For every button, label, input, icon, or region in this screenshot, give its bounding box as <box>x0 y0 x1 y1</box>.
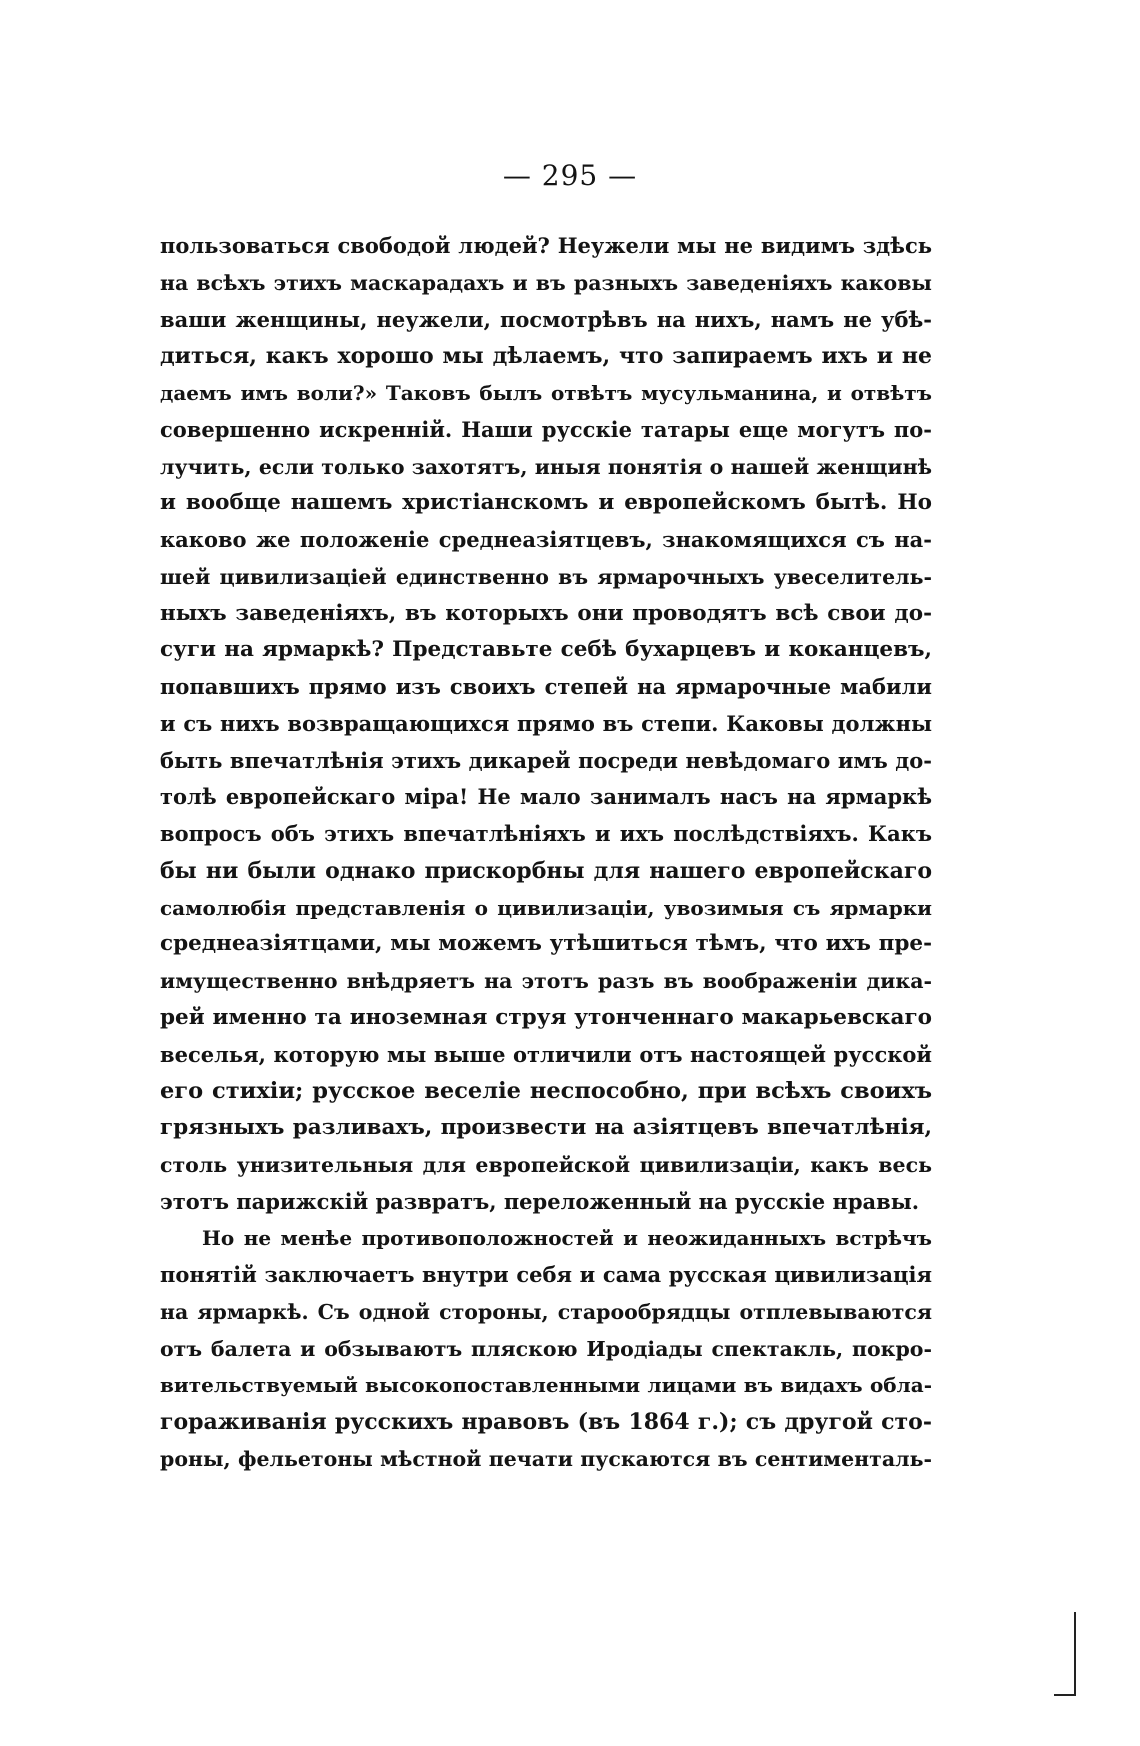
text-line: вопросъ объ этихъ впечатлѣніяхъ и ихъ послѣдствіяхъ. Какъ <box>160 821 932 846</box>
page-number: — 295 — <box>502 159 638 192</box>
text-line: даемъ имъ воли?» Таковъ былъ отвѣтъ мусульманина, и отвѣтъ <box>160 381 932 405</box>
text-line: понятій заключаетъ внутри себя и сама русская цивилизація <box>160 1262 932 1287</box>
text-line: на всѣхъ этихъ маскарадахъ и въ разныхъ заведеніяхъ каковы <box>160 270 932 295</box>
text-line: и съ нихъ возвращающихся прямо въ степи. Каковы должны <box>160 710 932 736</box>
text-line: на ярмаркѣ. Съ одной стороны, старообрядцы отплевываются <box>160 1299 932 1324</box>
text-line: бы ни были однако прискорбны для нашего европейскаго <box>160 857 932 884</box>
scan-corner-mark <box>1054 1612 1076 1696</box>
text-line: роны, фельетоны мѣстной печати пускаются въ сентименталь- <box>160 1446 932 1471</box>
text-line: пользоваться свободой людей? Неужели мы не видимъ здѣсь <box>160 233 932 258</box>
text-line: попавшихъ прямо изъ своихъ степей на ярмарочные мабили <box>160 674 932 699</box>
text-line: вительствуемый высокопоставленными лицами въ видахъ обла- <box>160 1373 932 1398</box>
text-line: столь унизительныя для европейской цивилизаціи, какъ весь <box>160 1152 932 1177</box>
text-line: Но не менѣе противоположностей и неожиданныхъ встрѣчъ <box>202 1226 932 1251</box>
text-line: шей цивилизаціей единственно въ ярмарочныхъ увеселитель- <box>160 564 932 589</box>
text-line: совершенно искренній. Наши русскіе татары еще могутъ по- <box>160 416 932 442</box>
text-line: этотъ парижскій развратъ, переложенный на русскіе нравы. <box>160 1188 920 1214</box>
text-line: ныхъ заведеніяхъ, въ которыхъ они проводятъ всѣ свои до- <box>160 600 932 626</box>
text-line: диться, какъ хорошо мы дѣлаемъ, что запираемъ ихъ и не <box>160 343 932 370</box>
text-line: суги на ярмаркѣ? Представьте себѣ бухарцевъ и коканцевъ, <box>160 637 932 663</box>
text-line: лучить, если только захотятъ, иныя понятія о нашей женщинѣ <box>160 454 932 479</box>
text-line: гораживанія русскихъ нравовъ (въ 1864 г.); съ другой сто- <box>160 1409 932 1435</box>
text-line: быть впечатлѣнія этихъ дикарей посреди невѣдомаго имъ до- <box>160 747 932 773</box>
text-line: толѣ европейскаго міра! Не мало занималъ насъ на ярмаркѣ <box>160 784 932 810</box>
text-line: и вообще нашемъ христіанскомъ и европейскомъ бытѣ. Но <box>160 490 932 516</box>
text-line: рей именно та иноземная струя утонченнаго макарьевскаго <box>160 1004 932 1030</box>
text-line: отъ балета и обзываютъ пляскою Иродіады спектакль, покро- <box>160 1336 932 1361</box>
text-line: ваши женщины, неужели, посмотрѣвъ на нихъ, намъ не убѣ- <box>160 306 932 332</box>
text-line: веселья, которую мы выше отличили отъ настоящей русской <box>160 1041 932 1067</box>
text-line: среднеазіятцами, мы можемъ утѣшиться тѣмъ, что ихъ пре- <box>160 931 932 957</box>
body-text <box>160 228 932 1478</box>
text-line: каково же положеніе среднеазіятцевъ, знакомящихся съ на- <box>160 527 932 552</box>
text-line: грязныхъ разливахъ, произвести на азіятцевъ впечатлѣнія, <box>160 1115 932 1140</box>
text-line: самолюбія представленія о цивилизаціи, увозимыя съ ярмарки <box>160 895 932 920</box>
text-line: имущественно внѣдряетъ на этотъ разъ въ воображеніи дика- <box>160 969 932 993</box>
text-line: его стихіи; русское веселіе неспособно, при всѣхъ своихъ <box>160 1078 932 1105</box>
